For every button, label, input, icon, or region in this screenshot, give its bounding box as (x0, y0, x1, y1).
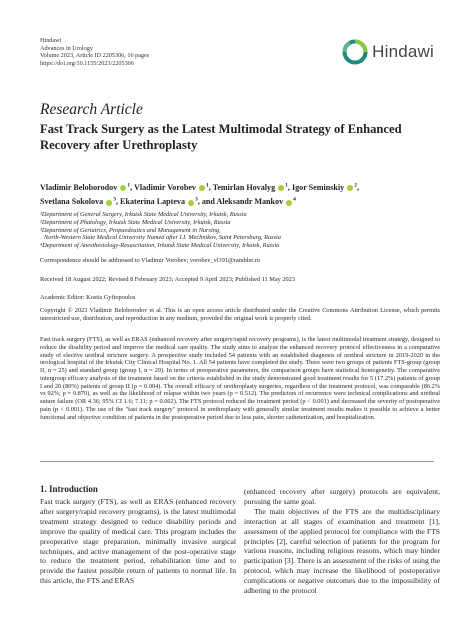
author[interactable]: Svetlana Sokolova $^3$, (40, 196, 119, 207)
divider (40, 461, 434, 462)
author[interactable]: Ekaterina Lapteva $^3$, and (120, 196, 215, 207)
orcid-icon (347, 185, 353, 191)
author-list (40, 179, 440, 208)
author[interactable]: Temirlan Hovalyg $^1$, (212, 182, 290, 192)
author[interactable]: Vladimir Vorobev $^1$, (133, 182, 211, 192)
doi-link[interactable]: https://doi.org/10.1155/2023/2205306 (40, 59, 134, 67)
journal-name: Advances in Urology (40, 44, 93, 52)
author[interactable]: Igor Seminskiy $^2$, (291, 182, 360, 192)
paragraph: The main objectives of the FTS are the multidisciplinary interaction at all stages of examination and treatment [1], assessment of the applied protocol for compliance with the FTS principles [2], careful selection of patients for the program for various reasons, including religious reasons, which may hinder participation [3]. There is an assessment of the risks of using the protocol, which may increase the likelihood of postoperative complications or negative outcomes due to the impossibility of adhering to the protocol (244, 506, 440, 596)
section-heading: 1. Introduction (40, 484, 98, 494)
orcid-icon (106, 200, 112, 206)
paragraph: (enhanced recovery after surgery) protocols are equivalent, pursuing the same goal. (244, 487, 440, 506)
hindawi-logo-text: Hindawi (372, 42, 434, 61)
hindawi-logo (342, 39, 434, 65)
orcid-icon (286, 200, 292, 206)
body-column-left (40, 497, 236, 586)
article-title: Fast Track Surgery as the Latest Multimodal Strategy of Enhanced Recovery after Urethroplasty (40, 122, 402, 152)
article-type: Research Article (40, 101, 143, 118)
affiliation: North-Western State Medical University Named after I.I. Mechnikov, Saint Petersburg, Russia (44, 234, 281, 242)
affiliation: ³Department of Geriatrics, Propaedeutics and Management in Nursing, (40, 226, 221, 234)
author[interactable]: Aleksandr Mankov $^4$ (216, 196, 296, 207)
affiliation: ¹Department of General Surgery, Irkutsk State Medical University, Irkutsk, Russia (40, 211, 247, 218)
orcid-icon (199, 185, 205, 191)
orcid-icon (120, 185, 126, 191)
affiliation: ⁴Department of Anesthesiology-Resuscitation, Irkutsk State Medical University, Irkutsk, Russia (40, 242, 280, 250)
journal-masthead (40, 37, 149, 67)
body-column-right (244, 487, 440, 596)
paragraph: Fast track surgery (FTS), as well as ERAS (enhanced recovery after surgery/rapid recovery programs), is the latest multimodal treatment strategy designed to reduce disability periods and improve the quality of medical care. This program includes the preoperative stage preparation, minimally invasive surgical techniques, and active management of the post-operative stage to reduce the treatment period, rehabilitation time and to provide the fastest possible return of patients to normal life. In this article, the FTS and ERAS (40, 497, 236, 586)
abstract: Fast track surgery (FTS), as well as ERAS (enhanced recovery after surgery/rapid recovery programs), is the latest multimodal treatment strategy, designed to reduce the disability period and improve the medical care quality. The study aims to analyze the enhanced recovery protocol effectiveness in a comparative study of elective urethral stricture surgery. A prospective study included 54 patients with an established diagnosis of urethral stricture in 2019-2020 in the urological hospital of the Irkutsk City Clinical Hospital No. 1. All 54 patients have completed the study. There were two groups of patients FTS-group (group II, n = 25) and standard group (group I, n = 29). In terms of preoperative parameters, the comparison groups have statistical homogeneity. The comparative intergroup efficacy analysis of the treatment based on the criteria established in the study demonstrated good treatment results for 5 (17.2%) patients of group I and 20 (80%) patients of group II (p = 0.004). The overall efficacy of urethroplasty surgeries, regardless of the treatment protocol, was comparable (86.2% vs 92%; p = 0.870), as well as the likelihood of relapse within two years (p = 0.512). The predictors of recurrence were technical complications and urethral suture failure (OR 4.36; 95% CI 1.6; 7.11; p = 0.002). The FTS protocol reduced the treatment period (p < 0.001) and decreased the severity of postoperative pain (p < 0.001). The use of the "fast track surgery" protocol in urethroplasty with generally similar treatment results makes it possible to achieve a better functional and objective condition of patients in the postoperative period due to less pain, shorter catheterization, and hospitalization. (40, 336, 440, 421)
publication-dates: Received 18 August 2022; Revised 8 February 2023; Accepted 9 April 2023; Published 11 May 2023 (40, 276, 295, 283)
academic-editor: Academic Editor: Kostis Gyftopoulos (40, 294, 136, 301)
hindawi-logo-icon (342, 39, 368, 65)
publisher-name: Hindawi (40, 37, 62, 44)
orcid-icon (188, 200, 194, 206)
affiliations (40, 211, 450, 250)
copyright-notice: Copyright © 2023 Vladimir Beloborodov et al. This is an open access article distributed under the Creative Commons Attribution License, which permits unrestricted use, distribution, and reproduction in any medium, provided the original work is properly cited. (40, 307, 440, 322)
correspondence[interactable]: Correspondence should be addressed to Vladimir Vorobev; vorobev_vl391@rambler.ru (40, 257, 260, 264)
volume-info: Volume 2023, Article ID 2205306, 16 pages (40, 52, 150, 60)
author[interactable]: Vladimir Beloborodov $^1$, (40, 182, 133, 192)
orcid-icon (278, 185, 284, 191)
affiliation: ²Department of Phatology, Irkutsk State Medical University, Irkutsk, Russia (40, 218, 231, 226)
